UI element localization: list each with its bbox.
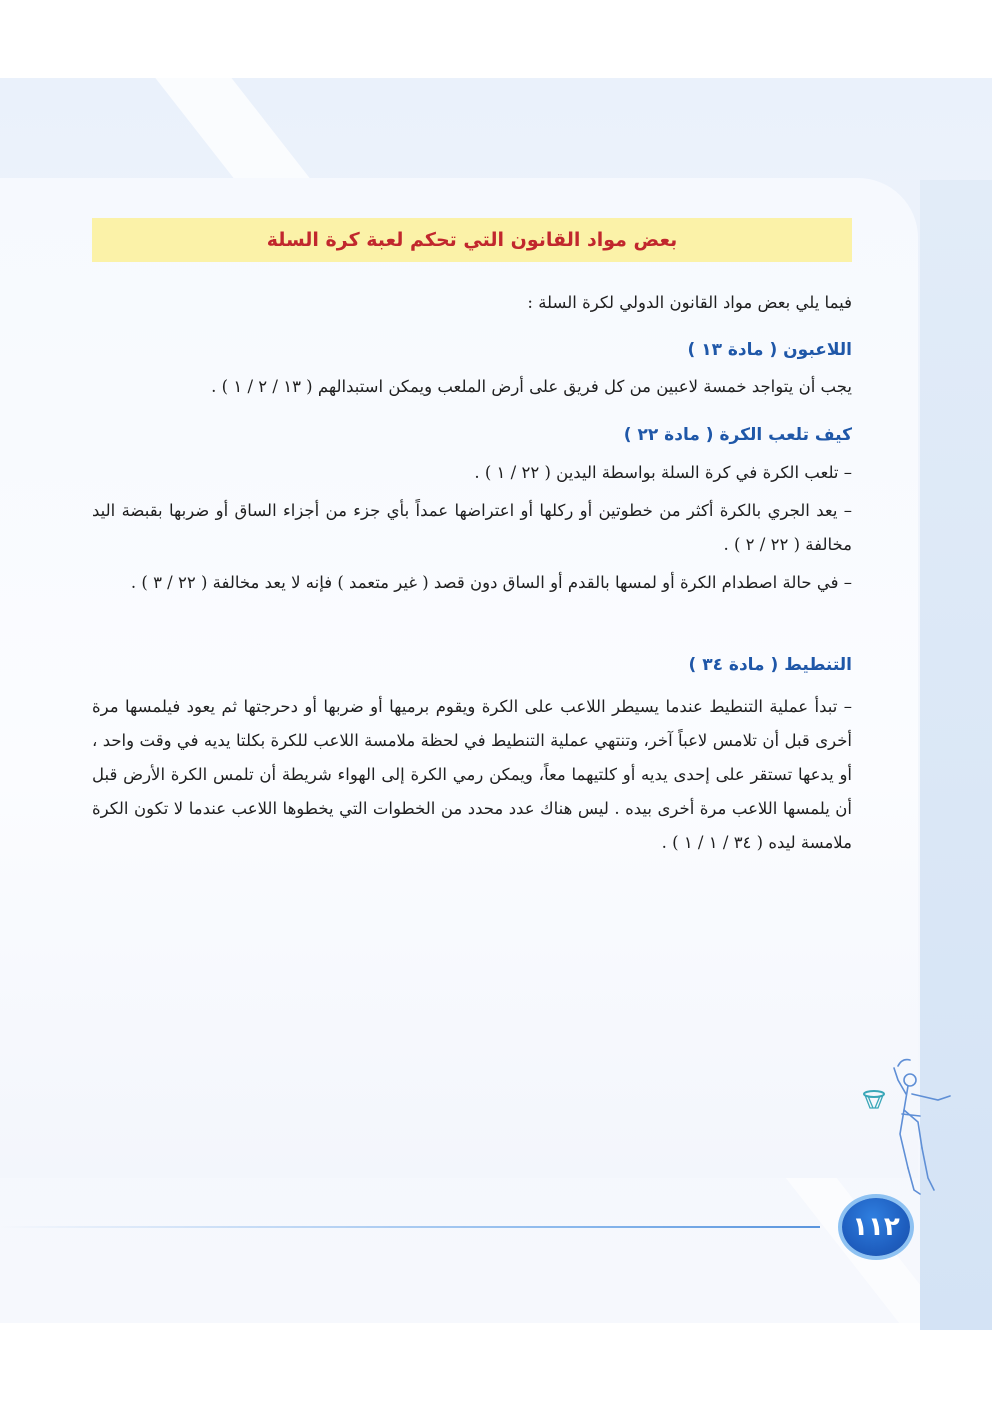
intro-paragraph: فيما يلي بعض مواد القانون الدولي لكرة السلة : <box>527 293 852 312</box>
section-paragraph: – تلعب الكرة في كرة السلة بواسطة اليدين ( ٢٢ / ١ ) . <box>474 463 852 482</box>
basketball-hoop-icon <box>862 1088 886 1112</box>
section-heading-how-to-play: كيف تلعب الكرة ( مادة ٢٢ ) <box>623 425 852 445</box>
page-title: بعض مواد القانون التي تحكم لعبة كرة السلة <box>266 229 678 251</box>
section-paragraph: – تبدأ عملية التنطيط عندما يسيطر اللاعب على الكرة ويقوم برميها أو ضربها أو دحرجتها ثم يعود فيلمسها مرة أخرى قبل أن تلامس لاعباً آخر، وتنتهي عملية التنطيط في لحظة ملامسة اللاعب للكرة بكلتا يديه في وقت واحد ، أو يدعها تستقر على إحدى يديه أو كلتيهما معاً، ويمكن رمي الكرة إلى الهواء شريطة أن تلمس الكرة الأرض قبل أن يلمسها اللاعب مرة أخرى بيده . ليس هناك عدد محدد من الخطوات التي يخطوها اللاعب عندما لا تكون الكرة ملامسة ليده ( ٣٤ / ١ / ١ ) . <box>92 697 852 852</box>
section-paragraph: – في حالة اصطدام الكرة أو لمسها بالقدم أو الساق دون قصد ( غير متعمد ) فإنه لا يعد مخالفة ( ٢٢ / ٣ ) . <box>130 573 852 592</box>
section-paragraph: – يعد الجري بالكرة أكثر من خطوتين أو ركلها أو اعتراضها عمداً بأي جزء من أجزاء الساق أو ضربها بقبضة اليد مخالفة ( ٢٢ / ٢ ) . <box>92 501 852 554</box>
basketball-player-icon <box>858 1050 958 1200</box>
section-paragraph: يجب أن يتواجد خمسة لاعبين من كل فريق على أرض الملعب ويمكن استبدالهم ( ١٣ / ٢ / ١ ) . <box>211 377 852 396</box>
section-heading-dribbling: التنطيط ( مادة ٣٤ ) <box>688 655 852 675</box>
content-panel <box>0 178 918 1178</box>
page-number-badge: ١١٢ <box>842 1198 910 1256</box>
title-bar <box>92 218 852 262</box>
section-heading-players: اللاعبون ( مادة ١٣ ) <box>687 340 852 360</box>
footer-divider <box>0 1226 820 1228</box>
